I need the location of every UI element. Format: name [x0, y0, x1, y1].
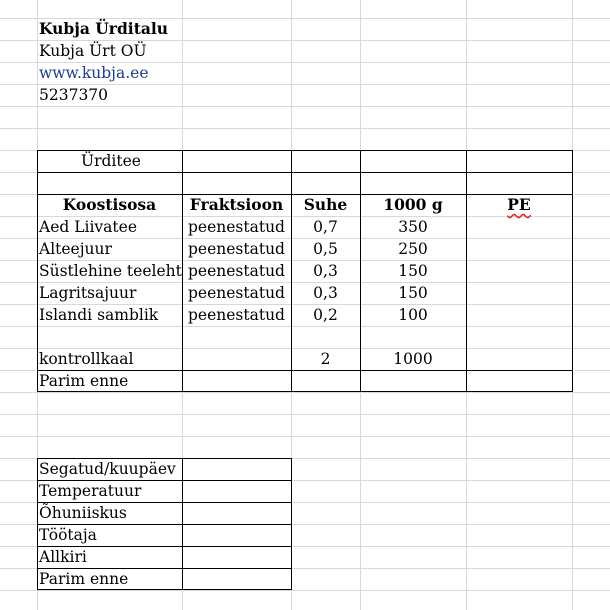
ratio-cell[interactable]: 0,5: [313, 240, 338, 258]
table-rule: [182, 150, 183, 392]
grid-line: [572, 0, 573, 610]
grid-line: [0, 590, 610, 591]
fraction-cell[interactable]: peenestatud: [188, 306, 285, 324]
control-amount-cell[interactable]: 1000: [393, 350, 433, 368]
fraction-cell[interactable]: peenestatud: [188, 284, 285, 302]
header-ratio: Suhe: [303, 195, 348, 214]
ingredient-cell[interactable]: Süstlehine teeleht: [39, 262, 182, 280]
ingredient-cell[interactable]: Islandi samblik: [39, 306, 159, 324]
grid-line: [0, 392, 610, 393]
log-label-signature[interactable]: Allkiri: [39, 548, 87, 566]
ratio-cell[interactable]: 0,7: [313, 218, 338, 236]
grid-line: [0, 436, 610, 437]
table-rule: [37, 172, 573, 173]
table-rule: [466, 150, 467, 392]
ratio-cell[interactable]: 0,2: [313, 306, 338, 324]
control-weight-label[interactable]: kontrollkaal: [39, 350, 134, 368]
ingredient-cell[interactable]: Alteejuur: [39, 240, 112, 258]
header-fraction: Fraktsioon: [189, 195, 284, 214]
ratio-cell[interactable]: 0,3: [313, 262, 338, 280]
log-label-best-before[interactable]: Parim enne: [39, 570, 129, 588]
log-label-mixed-date[interactable]: Segatud/kuupäev: [39, 460, 176, 478]
fraction-cell[interactable]: peenestatud: [188, 218, 285, 236]
recipe-title: Ürditee: [81, 152, 141, 170]
header-ingredient: Koostisosa: [62, 195, 157, 214]
grid-line: [0, 106, 610, 107]
header-amount: 1000 g: [383, 195, 443, 214]
company-phone: 5237370: [39, 86, 109, 104]
log-label-humidity[interactable]: Õhuniiskus: [39, 504, 127, 522]
log-label-temperature[interactable]: Temperatuur: [39, 482, 142, 500]
header-pe-text: PE: [507, 195, 531, 214]
fraction-cell[interactable]: peenestatud: [188, 262, 285, 280]
best-before-label[interactable]: Parim enne: [39, 372, 129, 390]
ingredient-cell[interactable]: Lagritsajuur: [39, 284, 137, 302]
amount-cell[interactable]: 350: [398, 218, 428, 236]
fraction-cell[interactable]: peenestatud: [188, 240, 285, 258]
grid-line: [0, 414, 610, 415]
amount-cell[interactable]: 250: [398, 240, 428, 258]
header-pe: [466, 194, 572, 216]
grid-line: [0, 128, 610, 129]
grid-line: [0, 326, 610, 327]
ingredient-cell[interactable]: Aed Liivatee: [39, 218, 137, 236]
company-name: Kubja Ürditalu: [39, 19, 169, 38]
ratio-cell[interactable]: 0,3: [313, 284, 338, 302]
grid-line: [37, 0, 38, 610]
amount-cell[interactable]: 150: [398, 284, 428, 302]
amount-cell[interactable]: 100: [398, 306, 428, 324]
amount-cell[interactable]: 150: [398, 262, 428, 280]
company-legal-name: Kubja Ürt OÜ: [39, 42, 147, 60]
control-ratio-cell[interactable]: 2: [320, 350, 331, 368]
log-label-worker[interactable]: Töötaja: [39, 526, 97, 544]
company-website-link[interactable]: www.kubja.ee: [39, 64, 149, 82]
